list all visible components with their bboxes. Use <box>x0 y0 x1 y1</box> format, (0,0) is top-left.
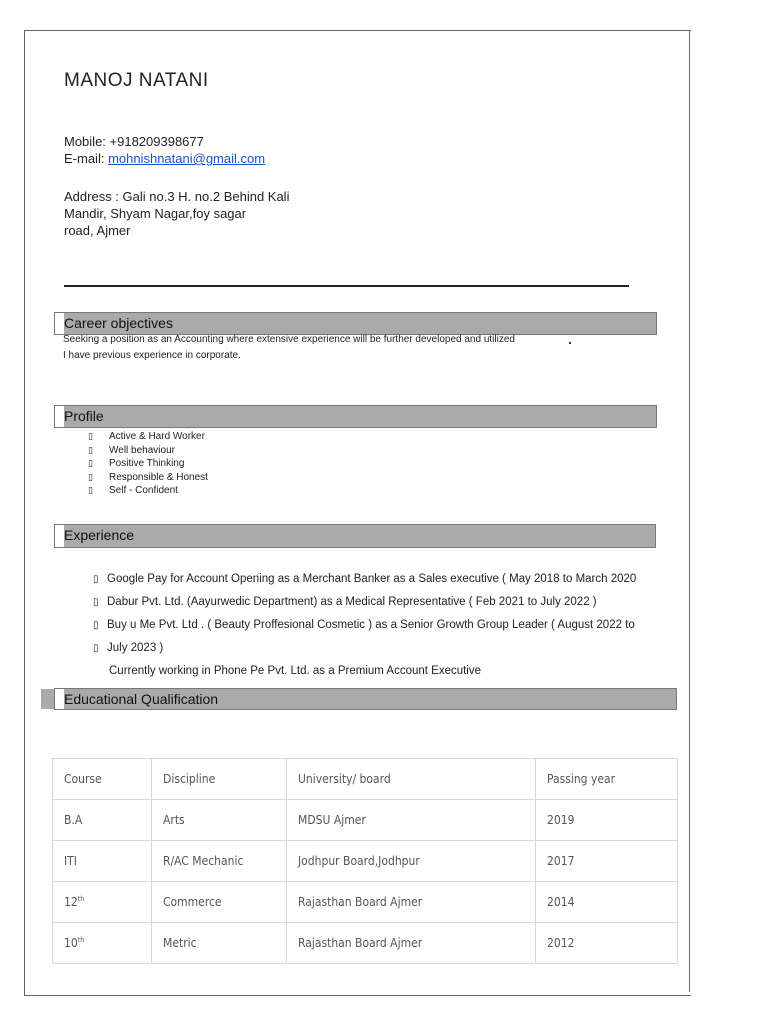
list-item: ▯ Active & Hard Worker <box>88 431 205 442</box>
bullet-icon: ▯ <box>88 485 93 495</box>
address-line-1: Address : Gali no.3 H. no.2 Behind Kali <box>64 189 290 204</box>
list-item: ▯ Dabur Pvt. Ltd. (Aayurwedic Department) as a Medical Representative ( Feb 2021 to July 2022 ) <box>93 591 636 614</box>
bullet-icon: ▯ <box>93 574 99 585</box>
candidate-name: MANOJ NATANI <box>64 70 209 91</box>
list-item: ▯ July 2023 ) <box>93 637 636 660</box>
table-row: 10th Metric Rajasthan Board Ajmer 2012 <box>53 923 678 964</box>
bullet-icon: ▯ <box>88 458 93 468</box>
table-row: ITI R/AC Mechanic Jodhpur Board,Jodhpur 2017 <box>53 841 678 882</box>
page-right-border <box>689 30 690 992</box>
section-edge-bar <box>41 689 55 709</box>
list-item: ▯ Self - Confident <box>88 485 178 496</box>
career-line-2: I have previous experience in corporate. <box>63 350 241 361</box>
bullet-icon: ▯ <box>93 643 99 654</box>
address-line-3: road, Ajmer <box>64 223 131 238</box>
list-item: ▯ Buy u Me Pvt. Ltd . ( Beauty Proffesional Cosmetic ) as a Senior Growth Group Leader ( August 2022 to <box>93 614 636 637</box>
career-line-1: Seeking a position as an Accounting where extensive experience will be further developed and utilized <box>63 334 515 345</box>
email-label: E-mail: <box>64 151 109 166</box>
header-university: University/ board <box>287 759 536 800</box>
email-line <box>64 151 265 167</box>
education-table <box>52 758 678 964</box>
section-bar <box>64 406 656 427</box>
list-item: ▯ Well behaviour <box>88 444 175 456</box>
current-position: Currently working in Phone Pe Pvt. Ltd. as a Premium Account Executive <box>109 665 482 677</box>
stray-dot <box>569 342 571 344</box>
section-title: Career objectives <box>64 315 173 331</box>
table-row: 12th Commerce Rajasthan Board Ajmer 2014 <box>53 882 678 923</box>
section-bar <box>64 525 655 547</box>
section-title: Educational Qualification <box>64 691 219 707</box>
bullet-icon: ▯ <box>93 620 99 631</box>
mobile-line: Mobile: +918209398677 <box>64 134 204 149</box>
header-passing-year: Passing year <box>536 759 678 800</box>
section-profile <box>54 405 657 428</box>
table-header-row <box>53 759 678 800</box>
list-item: ▯ Positive Thinking <box>88 458 185 469</box>
bullet-icon: ▯ <box>88 444 93 455</box>
table-row: B.A Arts MDSU Ajmer 2019 <box>53 800 678 841</box>
section-experience <box>54 524 656 548</box>
list-item: ▯ Responsible & Honest <box>88 471 208 483</box>
section-title: Profile <box>64 408 104 424</box>
list-item: ▯ Google Pay for Account Opening as a Merchant Banker as a Sales executive ( May 2018 to March 2020 <box>93 568 636 591</box>
header-discipline: Discipline <box>152 759 287 800</box>
address-line-2: Mandir, Shyam Nagar,foy sagar <box>64 206 247 221</box>
email-link[interactable]: mohnishnatani@gmail.com <box>108 151 266 166</box>
header-course: Course <box>53 759 152 800</box>
section-education <box>54 688 677 710</box>
profile-list <box>88 430 208 498</box>
header-divider <box>64 285 629 287</box>
bullet-icon: ▯ <box>88 431 93 441</box>
bullet-icon: ▯ <box>93 597 99 608</box>
section-title: Experience <box>64 527 135 543</box>
bullet-icon: ▯ <box>88 471 93 482</box>
experience-list <box>93 568 636 683</box>
